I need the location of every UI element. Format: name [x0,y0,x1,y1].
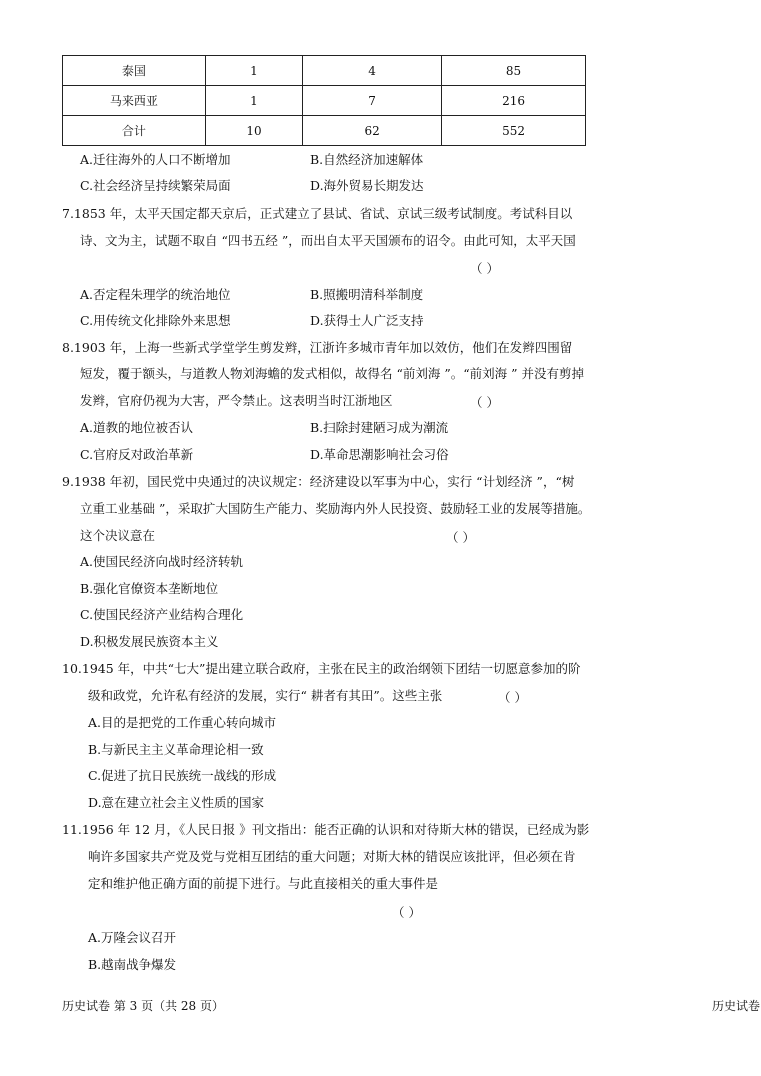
table-cell: 552 [442,116,586,146]
q10-stem-line2: 级和政党，允许私有经济的发展，实行“ 耕者有其田”。这些主张 [88,688,443,703]
q8-option-d: D.革命思潮影响社会习俗 [310,447,449,462]
q8-option-c: C.官府反对政治革新 [80,447,194,462]
table-cell: 合计 [63,116,206,146]
q9-option-b: B.强化官僚资本垄断地位 [80,581,219,596]
q7-stem-line1: 7.1853 年，太平天国定都天京后，正式建立了县试、省试、京试三级考试制度。考试科目以 [62,206,573,221]
q8-option-a: A.道教的地位被否认 [80,420,194,435]
table-cell: 1 [205,86,302,116]
q9-answer-paren: （ ） [446,530,475,545]
table-row [63,56,586,86]
q10-answer-paren: （ ） [498,690,527,705]
q7-option-b: B.照搬明清科举制度 [310,287,424,302]
q7-option-a: A.否定程朱理学的统治地位 [80,287,231,302]
page-footer-left: 历史试卷 第 3 页（共 28 页） [62,999,224,1013]
q10-option-a: A.目的是把党的工作重心转向城市 [88,715,277,730]
q6-option-b: B.自然经济加速解体 [310,152,424,167]
q8-stem-line1: 8.1903 年，上海一些新式学堂学生剪发辫，江浙许多城市青年加以效仿，他们在发辫四围留 [62,340,573,355]
table-cell: 216 [442,86,586,116]
q9-option-c: C.使国民经济产业结构合理化 [80,607,244,622]
q7-option-d: D.获得士人广泛支持 [310,313,424,328]
q11-stem-line3: 定和维护他正确方面的前提下进行。与此直接相关的重大事件是 [88,876,439,891]
q9-stem-line1: 9.1938 年初，国民党中央通过的决议规定：经济建设以军事为中心，实行 “计划经济 ”，“树 [62,474,575,489]
q9-option-a: A.使国民经济向战时经济转轨 [80,554,244,569]
q11-option-b: B.越南战争爆发 [88,957,177,972]
q9-stem-line2: 立重工业基础 ”，采取扩大国防生产能力、奖励海内外人民投资、鼓励轻工业的发展等措施。 [80,501,591,516]
table-cell: 10 [205,116,302,146]
table-cell: 4 [303,56,442,86]
page-footer-right: 历史试卷 [712,999,761,1013]
q10-option-b: B.与新民主主义革命理论相一致 [88,742,264,757]
q10-stem-line1: 10.1945 年，中共“七大”提出建立联合政府，主张在民主的政治纲领下团结一切愿意参加的阶 [62,661,581,676]
statistics-table [62,55,586,146]
q11-stem-line2: 响许多国家共产党及党与党相互团结的重大问题；对斯大林的错误应该批评，但必须在肯 [88,849,576,864]
q10-option-d: D.意在建立社会主义性质的国家 [88,795,265,810]
q7-answer-paren: （ ） [470,261,499,276]
q7-stem-line2: 诗、文为主，试题不取自 “四书五经 ”，而出自太平天国颁布的诏令。由此可知，太平天国 [80,233,576,248]
q6-option-c: C.社会经济呈持续繁荣局面 [80,178,231,193]
table-cell: 85 [442,56,586,86]
q10-option-c: C.促进了抗日民族统一战线的形成 [88,768,277,783]
q9-stem-line3: 这个决议意在 [80,528,156,543]
q6-option-a: A.迁往海外的人口不断增加 [80,152,231,167]
q8-stem-line2: 短发，覆于额头，与道教人物刘海蟾的发式相似，故得名 “前刘海 ”。“前刘海 ” 并没有剪掉 [80,366,584,381]
q9-option-d: D.积极发展民族资本主义 [80,634,219,649]
table-cell: 泰国 [63,56,206,86]
table-row [63,116,586,146]
table-row [63,86,586,116]
q7-option-c: C.用传统文化排除外来思想 [80,313,231,328]
table-cell: 马来西亚 [63,86,206,116]
q8-stem-line3: 发辫，官府仍视为大害，严令禁止。这表明当时江浙地区 [80,393,393,408]
q6-option-d: D.海外贸易长期发达 [310,178,424,193]
q11-option-a: A.万隆会议召开 [88,930,177,945]
q8-option-b: B.扫除封建陋习成为潮流 [310,420,449,435]
q11-stem-line1: 11.1956 年 12 月，《人民日报 》刊文指出：能否正确的认识和对待斯大林的错误，已经成为影 [62,822,590,837]
q8-answer-paren: （ ） [470,395,499,410]
table-cell: 7 [303,86,442,116]
table-cell: 62 [303,116,442,146]
table-cell: 1 [205,56,302,86]
q11-answer-paren: （ ） [392,905,421,920]
